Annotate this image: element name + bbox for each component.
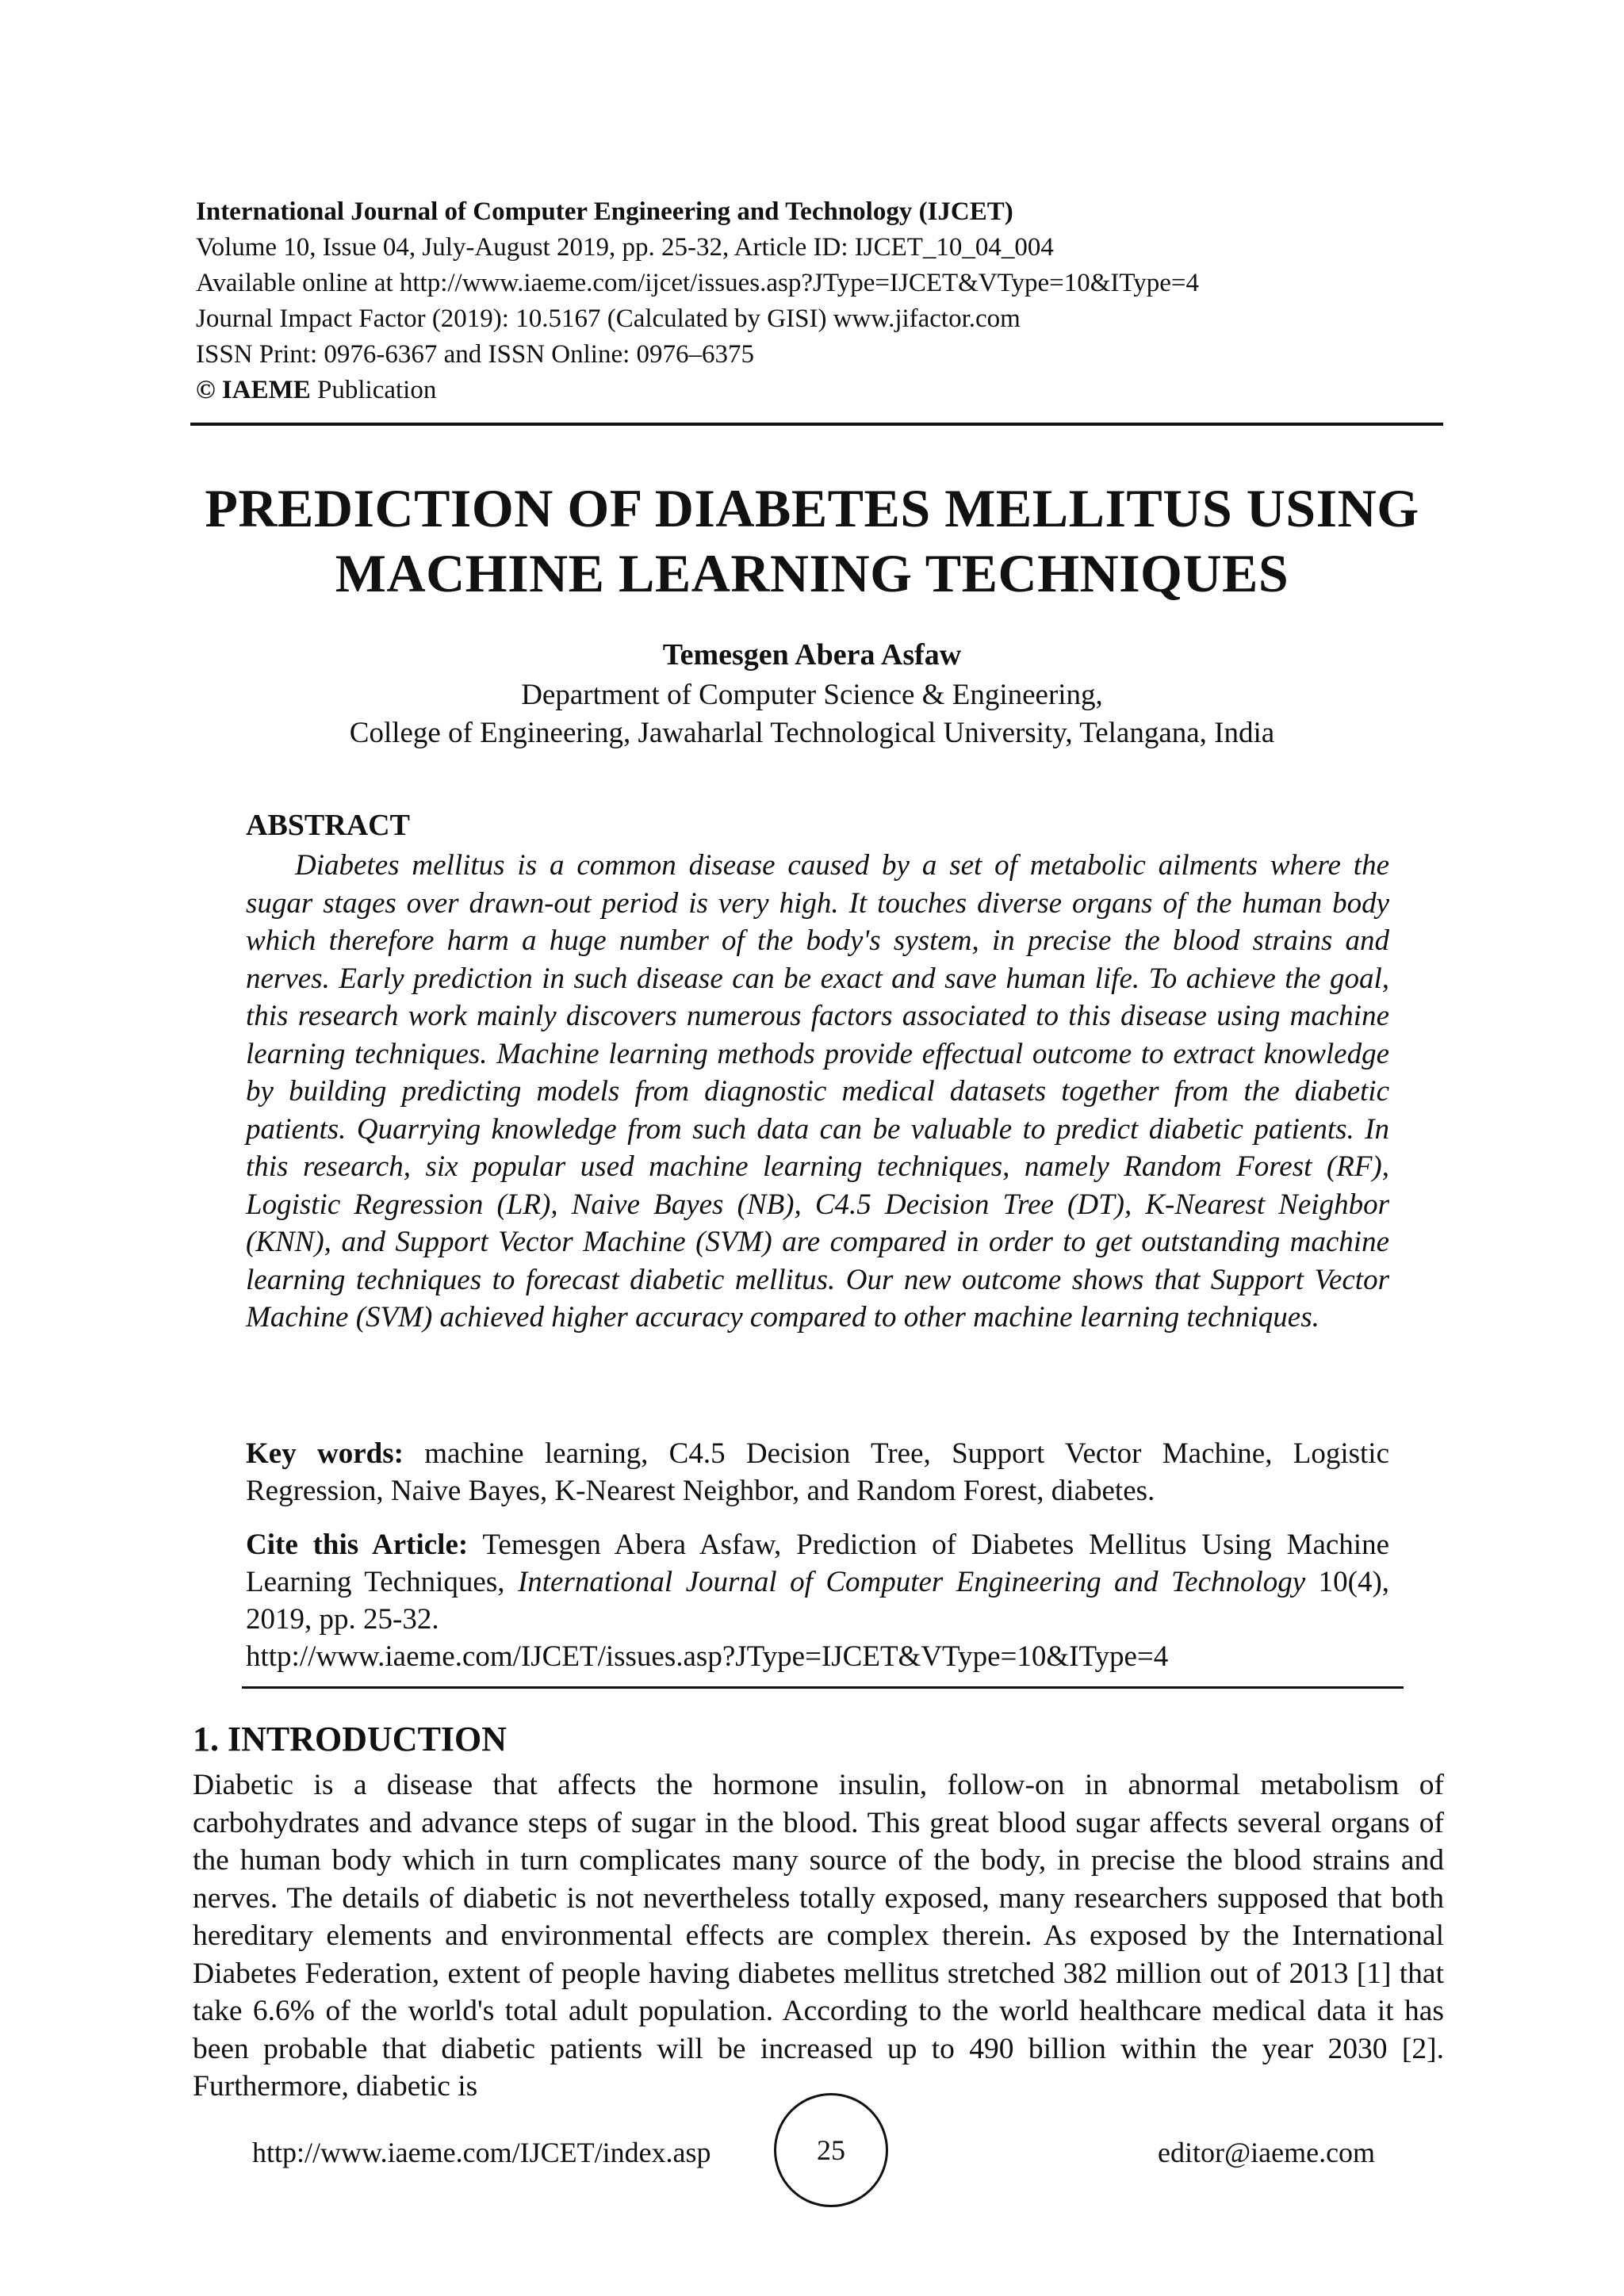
institution: College of Engineering, Jawaharlal Technological University, Telangana, India — [349, 717, 1275, 749]
keywords-label: Key words: — [246, 1437, 404, 1470]
keywords — [246, 1435, 1389, 1510]
introduction-body: Diabetic is a disease that affects the hormone insulin, follow-on in abnormal metabolism of carbohydrates and advance steps of sugar in the blood. This great blood sugar affects several organs of the human body which in turn complicates many source of the body, in precise the blood strains and nerves. The details of diabetic is not nevertheless totally exposed, many researchers supposed that both hereditary elements and environmental effects are complex therein. As exposed by the International Diabetes Federation, extent of people having diabetes mellitus stretched 382 million out of 2013 [1] that take 6.6% of the world's total adult population. According to the world healthcare medical data it has been probable that diabetic patients will be increased up to 490 billion within the year 2030 [2]. Furthermore, diabetic is — [193, 1769, 1444, 2103]
introduction-heading: 1. INTRODUCTION — [193, 1720, 508, 1758]
publisher-line — [196, 373, 1433, 408]
keywords-text: machine learning, C4.5 Decision Tree, Support Vector Machine, Logistic Regression, Naive Bayes, K-Nearest Neighbor, and Random Forest, diabetes. — [246, 1437, 1390, 1507]
author-affiliation — [0, 676, 1624, 752]
publication-label: Publication — [317, 376, 437, 404]
available-online-line: Available online at http://www.iaeme.com/ijcet/issues.asp?JType=IJCET&VType=10&IType=4 — [196, 269, 1200, 297]
department: Department of Computer Science & Engineering, — [521, 679, 1103, 711]
abstract-body: Diabetes mellitus is a common disease caused by a set of metabolic ailments where the sugar stages over drawn-out period is very high. It touches diverse organs of the human body which therefore harm a huge number of the body's system, in precise the blood strains and nerves. Early prediction in such disease can be exact and save human life. To achieve the goal, this research work mainly discovers numerous factors associated to this disease using machine learning techniques. Machine learning methods provide effectual outcome to extract knowledge by building predicting models from diagnostic medical datasets together from the diabetic patients. Quarrying knowledge from such data can be valuable to predict diabetic patients. In this research, six popular used machine learning techniques, namely Random Forest (RF), Logistic Regression (LR), Naive Bayes (NB), C4.5 Decision Tree (DT), K-Nearest Neighbor (KNN), and Support Vector Machine (SVM) are compared in order to get outstanding machine learning techniques to forecast diabetic mellitus. Our new outcome shows that Support Vector Machine (SVM) achieved higher accuracy compared to other machine learning techniques. — [246, 849, 1389, 1334]
abstract-heading: ABSTRACT — [246, 809, 410, 842]
cite-divider — [242, 1686, 1404, 1689]
cite-this-article — [246, 1526, 1389, 1675]
volume-line: Volume 10, Issue 04, July-August 2019, pp. 25-32, Article ID: IJCET_10_04_004 — [196, 233, 1054, 262]
header-divider — [190, 423, 1443, 426]
cite-details: 10(4), 2019, pp. 25-32. — [246, 1566, 1390, 1636]
journal-name: International Journal of Computer Engineering and Technology (IJCET) — [196, 197, 1013, 226]
author-name: Temesgen Abera Asfaw — [662, 638, 962, 672]
cite-label: Cite this Article: — [246, 1529, 469, 1561]
footer-url[interactable]: http://www.iaeme.com/IJCET/index.asp — [252, 2137, 711, 2168]
title-line-1: PREDICTION OF DIABETES MELLITUS USING — [205, 478, 1419, 538]
impact-factor-line: Journal Impact Factor (2019): 10.5167 (Calculated by GISI) www.jifactor.com — [196, 304, 1021, 333]
cite-journal: International Journal of Computer Engineering and Technology — [517, 1566, 1306, 1598]
copyright-symbol: © — [196, 376, 216, 404]
cite-text: Temesgen Abera Asfaw, Prediction of Diabetes Mellitus Using Machine Learning Techniques, — [246, 1529, 1389, 1598]
cite-url[interactable]: http://www.iaeme.com/IJCET/issues.asp?JType=IJCET&VType=10&IType=4 — [246, 1640, 1169, 1673]
footer-email[interactable]: editor@iaeme.com — [1158, 2137, 1376, 2168]
publisher-name: IAEME — [221, 376, 311, 404]
issn-line: ISSN Print: 0976-6367 and ISSN Online: 0976–6375 — [196, 340, 755, 369]
journal-header — [196, 194, 1433, 408]
page-number: 25 — [817, 2134, 845, 2166]
paper-title — [127, 476, 1497, 606]
title-line-2: MACHINE LEARNING TECHNIQUES — [335, 543, 1289, 603]
page-number-circle — [774, 2093, 888, 2207]
